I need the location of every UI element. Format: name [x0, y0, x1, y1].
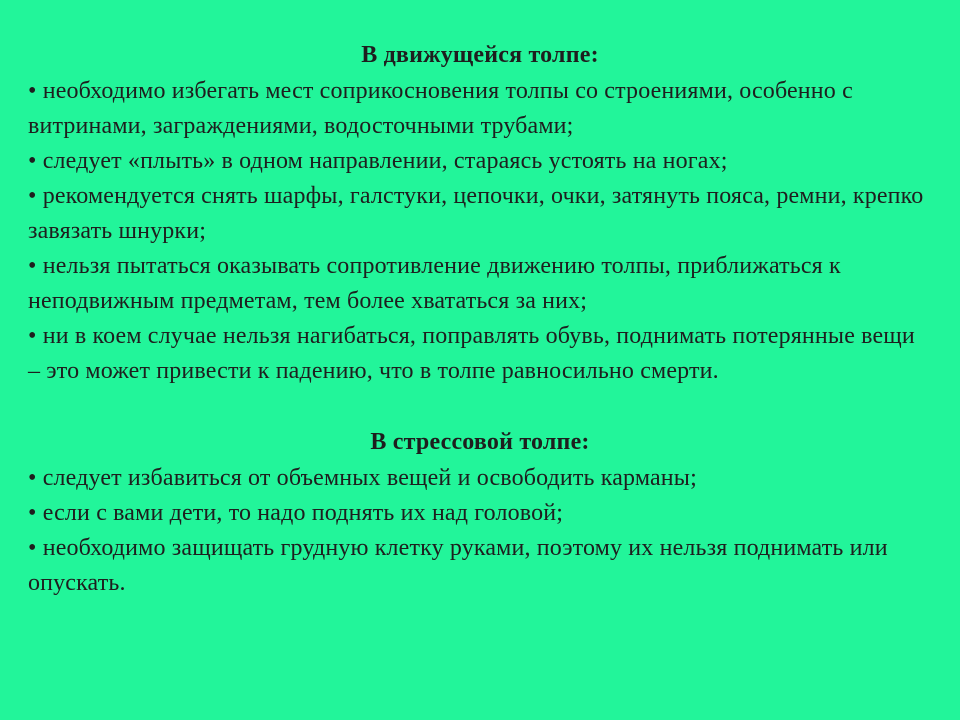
- list-item: [28, 249, 932, 319]
- list-item-text: необходимо защищать грудную клетку руками, поэтому их нельзя поднимать или опускать.: [28, 535, 888, 596]
- bullet-icon: •: [28, 253, 37, 279]
- list-item: [28, 496, 932, 531]
- list-item: [28, 531, 932, 601]
- bullet-icon: •: [28, 465, 37, 491]
- section-title: В стрессовой толпе:: [370, 429, 590, 455]
- bullet-icon: •: [28, 183, 37, 209]
- list-item-text: нельзя пытаться оказывать сопротивление движению толпы, приближаться к неподвижным предметам, тем более хвататься за них;: [28, 253, 841, 314]
- list-item: [28, 74, 932, 144]
- list-item-text: ни в коем случае нельзя нагибаться, поправлять обувь, поднимать потерянные вещи – это может привести к падению, что в толпе равносильно смерти.: [28, 323, 915, 384]
- list-item-text: рекомендуется снять шарфы, галстуки, цепочки, очки, затянуть пояса, ремни, крепко завязать шнурки;: [28, 183, 924, 244]
- bullet-icon: •: [28, 148, 37, 174]
- list-item: [28, 179, 932, 249]
- bullet-icon: •: [28, 78, 37, 104]
- list-item-text: необходимо избегать мест соприкосновения толпы со строениями, особенно с витринами, заграждениями, водосточными трубами;: [28, 78, 853, 139]
- section-moving-crowd: [28, 38, 932, 389]
- list-item: [28, 461, 932, 496]
- bullet-icon: •: [28, 535, 37, 561]
- list-item-text: следует избавиться от объемных вещей и освободить карманы;: [42, 465, 697, 491]
- section-title: В движущейся толпе:: [361, 42, 599, 68]
- list-item-text: если с вами дети, то надо поднять их над головой;: [42, 500, 564, 526]
- list-item-text: следует «плыть» в одном направлении, стараясь устоять на ногах;: [42, 148, 728, 174]
- bullet-icon: •: [28, 500, 37, 526]
- bullet-icon: •: [28, 323, 37, 349]
- list-item: [28, 319, 932, 389]
- section-stressed-crowd: [28, 425, 932, 601]
- list-item: [28, 144, 932, 179]
